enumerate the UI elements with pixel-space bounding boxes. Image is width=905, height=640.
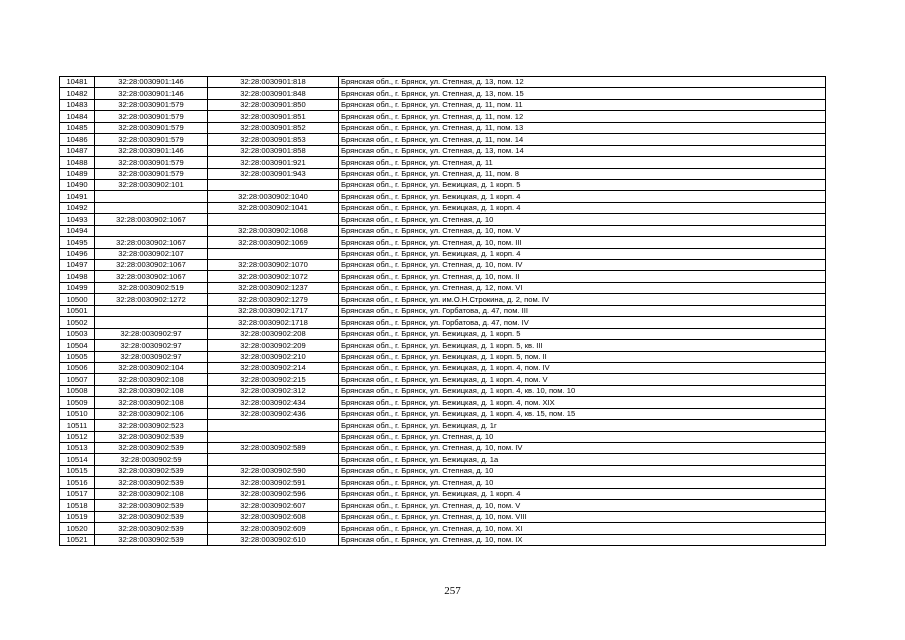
cadastral-number-cell xyxy=(208,420,339,431)
table-row xyxy=(60,168,826,179)
cadastral-parent-cell: 32:28:0030902:107 xyxy=(95,248,208,259)
table-row xyxy=(60,294,826,305)
cadastral-number-cell: 32:28:0030902:607 xyxy=(208,500,339,511)
table-row xyxy=(60,157,826,168)
address-cell: Брянская обл., г. Брянск, ул. Степная, д. 13, пом. 12 xyxy=(339,77,826,88)
cadastral-parent-cell: 32:28:0030902:97 xyxy=(95,351,208,362)
cadastral-parent-cell: 32:28:0030902:101 xyxy=(95,179,208,190)
cadastral-parent-cell: 32:28:0030902:108 xyxy=(95,397,208,408)
row-number-cell: 10483 xyxy=(60,99,95,110)
cadastral-parent-cell: 32:28:0030901:579 xyxy=(95,134,208,145)
cadastral-parent-cell xyxy=(95,317,208,328)
table-row xyxy=(60,248,826,259)
row-number-cell: 10510 xyxy=(60,408,95,419)
cadastral-parent-cell xyxy=(95,305,208,316)
row-number-cell: 10512 xyxy=(60,431,95,442)
row-number-cell: 10488 xyxy=(60,157,95,168)
address-cell: Брянская обл., г. Брянск, ул. Бежицкая, д. 1 корп. 5 xyxy=(339,179,826,190)
cadastral-parent-cell: 32:28:0030902:539 xyxy=(95,443,208,454)
row-number-cell: 10490 xyxy=(60,179,95,190)
row-number-cell: 10516 xyxy=(60,477,95,488)
row-number-cell: 10495 xyxy=(60,237,95,248)
address-cell: Брянская обл., г. Брянск, ул. Степная, д. 10 xyxy=(339,477,826,488)
row-number-cell: 10485 xyxy=(60,122,95,133)
table-row xyxy=(60,340,826,351)
cadastral-number-cell: 32:28:0030902:434 xyxy=(208,397,339,408)
address-cell: Брянская обл., г. Брянск, ул. Степная, д. 10, пом. IV xyxy=(339,260,826,271)
table-row xyxy=(60,351,826,362)
table-row xyxy=(60,465,826,476)
row-number-cell: 10521 xyxy=(60,534,95,545)
row-number-cell: 10481 xyxy=(60,77,95,88)
cadastral-parent-cell: 32:28:0030901:579 xyxy=(95,99,208,110)
cadastral-parent-cell: 32:28:0030902:539 xyxy=(95,477,208,488)
cadastral-parent-cell: 32:28:0030902:108 xyxy=(95,385,208,396)
cadastral-parent-cell: 32:28:0030902:108 xyxy=(95,374,208,385)
address-cell: Брянская обл., г. Брянск, ул. Бежицкая, д. 1 корп. 4, кв. 10, пом. 10 xyxy=(339,385,826,396)
address-cell: Брянская обл., г. Брянск, ул. Степная, д. 10, пом. XI xyxy=(339,523,826,534)
table-row xyxy=(60,500,826,511)
address-cell: Брянская обл., г. Брянск, ул. Степная, д. 10 xyxy=(339,214,826,225)
address-cell: Брянская обл., г. Брянск, ул. Бежицкая, д. 1 корп. 4 xyxy=(339,488,826,499)
row-number-cell: 10517 xyxy=(60,488,95,499)
address-cell: Брянская обл., г. Брянск, ул. Бежицкая, д. 1 корп. 4, пом. XIX xyxy=(339,397,826,408)
address-cell: Брянская обл., г. Брянск, ул. Бежицкая, д. 1г xyxy=(339,420,826,431)
cadastral-parent-cell: 32:28:0030901:146 xyxy=(95,88,208,99)
cadastral-number-cell xyxy=(208,179,339,190)
cadastral-number-cell: 32:28:0030901:850 xyxy=(208,99,339,110)
row-number-cell: 10503 xyxy=(60,328,95,339)
cadastral-number-cell: 32:28:0030902:1279 xyxy=(208,294,339,305)
cadastral-parent-cell: 32:28:0030902:539 xyxy=(95,465,208,476)
table-row xyxy=(60,225,826,236)
cadastral-number-cell: 32:28:0030902:208 xyxy=(208,328,339,339)
table-row xyxy=(60,362,826,373)
row-number-cell: 10489 xyxy=(60,168,95,179)
row-number-cell: 10502 xyxy=(60,317,95,328)
cadastral-parent-cell xyxy=(95,191,208,202)
address-cell: Брянская обл., г. Брянск, ул. Бежицкая, д. 1 корп. 5 xyxy=(339,328,826,339)
row-number-cell: 10511 xyxy=(60,420,95,431)
address-cell: Брянская обл., г. Брянск, ул. Горбатова, д. 47, пом. III xyxy=(339,305,826,316)
row-number-cell: 10518 xyxy=(60,500,95,511)
cadastral-parent-cell: 32:28:0030902:539 xyxy=(95,500,208,511)
cadastral-parent-cell: 32:28:0030901:146 xyxy=(95,145,208,156)
cadastral-number-cell xyxy=(208,248,339,259)
page-number: 257 xyxy=(444,585,461,597)
table-row xyxy=(60,145,826,156)
address-cell: Брянская обл., г. Брянск, ул. Бежицкая, д. 1 корп. 5, кв. III xyxy=(339,340,826,351)
table-row xyxy=(60,77,826,88)
cadastral-parent-cell: 32:28:0030902:539 xyxy=(95,431,208,442)
cadastral-parent-cell: 32:28:0030902:1067 xyxy=(95,271,208,282)
address-cell: Брянская обл., г. Брянск, ул. Бежицкая, д. 1 корп. 4 xyxy=(339,202,826,213)
cadastral-parent-cell: 32:28:0030901:146 xyxy=(95,77,208,88)
address-cell: Брянская обл., г. Брянск, ул. Степная, д. 10, пом. IV xyxy=(339,443,826,454)
address-cell: Брянская обл., г. Брянск, ул. Степная, д. 10, пом. V xyxy=(339,225,826,236)
row-number-cell: 10505 xyxy=(60,351,95,362)
row-number-cell: 10487 xyxy=(60,145,95,156)
cadastral-number-cell: 32:28:0030901:858 xyxy=(208,145,339,156)
row-number-cell: 10506 xyxy=(60,362,95,373)
row-number-cell: 10484 xyxy=(60,111,95,122)
row-number-cell: 10519 xyxy=(60,511,95,522)
address-cell: Брянская обл., г. Брянск, ул. Степная, д. 10, пом. VIII xyxy=(339,511,826,522)
address-cell: Брянская обл., г. Брянск, ул. Бежицкая, д. 1 корп. 4, кв. 15, пом. 15 xyxy=(339,408,826,419)
cadastral-parent-cell: 32:28:0030901:579 xyxy=(95,111,208,122)
address-cell: Брянская обл., г. Брянск, ул. Горбатова, д. 47, пом. IV xyxy=(339,317,826,328)
row-number-cell: 10514 xyxy=(60,454,95,465)
address-cell: Брянская обл., г. Брянск, ул. Степная, д. 10 xyxy=(339,431,826,442)
cadastral-number-cell: 32:28:0030902:209 xyxy=(208,340,339,351)
cadastral-parent-cell: 32:28:0030902:1067 xyxy=(95,260,208,271)
address-cell: Брянская обл., г. Брянск, ул. Бежицкая, д. 1 корп. 5, пом. II xyxy=(339,351,826,362)
address-cell: Брянская обл., г. Брянск, ул. Степная, д. 11 xyxy=(339,157,826,168)
row-number-cell: 10513 xyxy=(60,443,95,454)
cadastral-parent-cell: 32:28:0030902:539 xyxy=(95,511,208,522)
cadastral-parent-cell: 32:28:0030902:59 xyxy=(95,454,208,465)
address-cell: Брянская обл., г. Брянск, ул. Степная, д. 13, пом. 15 xyxy=(339,88,826,99)
address-cell: Брянская обл., г. Брянск, ул. Степная, д. 10 xyxy=(339,465,826,476)
row-number-cell: 10507 xyxy=(60,374,95,385)
table-row xyxy=(60,431,826,442)
table-row xyxy=(60,99,826,110)
table-row xyxy=(60,214,826,225)
table-row xyxy=(60,408,826,419)
row-number-cell: 10493 xyxy=(60,214,95,225)
cadastral-parent-cell: 32:28:0030902:539 xyxy=(95,534,208,545)
table-row xyxy=(60,134,826,145)
row-number-cell: 10499 xyxy=(60,282,95,293)
cadastral-number-cell: 32:28:0030902:1718 xyxy=(208,317,339,328)
cadastral-parent-cell: 32:28:0030902:97 xyxy=(95,328,208,339)
cadastral-parent-cell: 32:28:0030901:579 xyxy=(95,122,208,133)
cadastral-parent-cell: 32:28:0030901:579 xyxy=(95,157,208,168)
address-cell: Брянская обл., г. Брянск, ул. Степная, д. 11, пом. 14 xyxy=(339,134,826,145)
table-row xyxy=(60,122,826,133)
cadastral-parent-cell: 32:28:0030902:1272 xyxy=(95,294,208,305)
address-cell: Брянская обл., г. Брянск, ул. Бежицкая, д. 1 корп. 4, пом. IV xyxy=(339,362,826,373)
cadastral-parent-cell: 32:28:0030902:523 xyxy=(95,420,208,431)
address-cell: Брянская обл., г. Брянск, ул. Степная, д. 11, пом. 11 xyxy=(339,99,826,110)
cadastral-number-cell: 32:28:0030902:589 xyxy=(208,443,339,454)
table-row xyxy=(60,420,826,431)
row-number-cell: 10504 xyxy=(60,340,95,351)
address-cell: Брянская обл., г. Брянск, ул. Степная, д. 13, пом. 14 xyxy=(339,145,826,156)
cadastral-number-cell: 32:28:0030901:851 xyxy=(208,111,339,122)
cadastral-number-cell: 32:28:0030902:1072 xyxy=(208,271,339,282)
cadastral-parent-cell: 32:28:0030902:97 xyxy=(95,340,208,351)
row-number-cell: 10491 xyxy=(60,191,95,202)
cadastral-number-cell: 32:28:0030902:312 xyxy=(208,385,339,396)
address-cell: Брянская обл., г. Брянск, ул. Степная, д. 11, пом. 13 xyxy=(339,122,826,133)
cadastral-parent-cell xyxy=(95,225,208,236)
address-cell: Брянская обл., г. Брянск, ул. Бежицкая, д. 1 корп. 4 xyxy=(339,248,826,259)
cadastral-number-cell: 32:28:0030901:921 xyxy=(208,157,339,168)
row-number-cell: 10497 xyxy=(60,260,95,271)
cadastral-parent-cell: 32:28:0030902:106 xyxy=(95,408,208,419)
table-row xyxy=(60,443,826,454)
table-row xyxy=(60,523,826,534)
cadastral-number-cell: 32:28:0030902:210 xyxy=(208,351,339,362)
cadastral-number-cell: 32:28:0030901:848 xyxy=(208,88,339,99)
address-cell: Брянская обл., г. Брянск, ул. Степная, д. 10, пом. II xyxy=(339,271,826,282)
row-number-cell: 10494 xyxy=(60,225,95,236)
table-row xyxy=(60,202,826,213)
cadastral-number-cell: 32:28:0030902:1041 xyxy=(208,202,339,213)
row-number-cell: 10501 xyxy=(60,305,95,316)
cadastral-parent-cell: 32:28:0030902:519 xyxy=(95,282,208,293)
cadastral-number-cell: 32:28:0030902:609 xyxy=(208,523,339,534)
row-number-cell: 10509 xyxy=(60,397,95,408)
cadastral-number-cell: 32:28:0030902:596 xyxy=(208,488,339,499)
table-row xyxy=(60,488,826,499)
cadastral-parent-cell: 32:28:0030902:104 xyxy=(95,362,208,373)
cadastral-parent-cell: 32:28:0030902:1067 xyxy=(95,214,208,225)
table-row xyxy=(60,385,826,396)
cadastral-parent-cell: 32:28:0030902:539 xyxy=(95,523,208,534)
row-number-cell: 10520 xyxy=(60,523,95,534)
cadastral-number-cell: 32:28:0030902:608 xyxy=(208,511,339,522)
table-row xyxy=(60,282,826,293)
table-row xyxy=(60,534,826,545)
table-row xyxy=(60,191,826,202)
cadastral-parent-cell xyxy=(95,202,208,213)
row-number-cell: 10496 xyxy=(60,248,95,259)
cadastral-number-cell xyxy=(208,454,339,465)
cadastral-number-cell: 32:28:0030902:214 xyxy=(208,362,339,373)
cadastral-number-cell: 32:28:0030902:1040 xyxy=(208,191,339,202)
row-number-cell: 10508 xyxy=(60,385,95,396)
cadastral-number-cell xyxy=(208,431,339,442)
row-number-cell: 10482 xyxy=(60,88,95,99)
address-cell: Брянская обл., г. Брянск, ул. Бежицкая, д. 1 корп. 4 xyxy=(339,191,826,202)
table-row xyxy=(60,317,826,328)
table-row xyxy=(60,260,826,271)
row-number-cell: 10500 xyxy=(60,294,95,305)
address-cell: Брянская обл., г. Брянск, ул. им.О.Н.Строкина, д. 2, пом. IV xyxy=(339,294,826,305)
address-cell: Брянская обл., г. Брянск, ул. Бежицкая, д. 1 корп. 4, пом. V xyxy=(339,374,826,385)
cadastral-number-cell: 32:28:0030902:1069 xyxy=(208,237,339,248)
address-cell: Брянская обл., г. Брянск, ул. Бежицкая, д. 1а xyxy=(339,454,826,465)
cadastral-number-cell: 32:28:0030902:1068 xyxy=(208,225,339,236)
cadastral-parent-cell: 32:28:0030902:108 xyxy=(95,488,208,499)
cadastral-number-cell: 32:28:0030902:610 xyxy=(208,534,339,545)
cadastral-number-cell: 32:28:0030902:590 xyxy=(208,465,339,476)
row-number-cell: 10498 xyxy=(60,271,95,282)
table-row xyxy=(60,511,826,522)
row-number-cell: 10515 xyxy=(60,465,95,476)
row-number-cell: 10486 xyxy=(60,134,95,145)
table-row xyxy=(60,179,826,190)
cadastral-number-cell: 32:28:0030902:1070 xyxy=(208,260,339,271)
cadastral-number-cell: 32:28:0030901:853 xyxy=(208,134,339,145)
address-cell: Брянская обл., г. Брянск, ул. Степная, д. 10, пом. III xyxy=(339,237,826,248)
table-row xyxy=(60,477,826,488)
table-row xyxy=(60,397,826,408)
row-number-cell: 10492 xyxy=(60,202,95,213)
cadastral-parent-cell: 32:28:0030902:1067 xyxy=(95,237,208,248)
table-row xyxy=(60,374,826,385)
table-row xyxy=(60,328,826,339)
register-table-body xyxy=(60,77,826,546)
property-register-table xyxy=(59,76,826,546)
cadastral-number-cell: 32:28:0030901:818 xyxy=(208,77,339,88)
table-row xyxy=(60,237,826,248)
address-cell: Брянская обл., г. Брянск, ул. Степная, д. 10, пом. V xyxy=(339,500,826,511)
cadastral-parent-cell: 32:28:0030901:579 xyxy=(95,168,208,179)
cadastral-number-cell: 32:28:0030902:215 xyxy=(208,374,339,385)
address-cell: Брянская обл., г. Брянск, ул. Степная, д. 11, пом. 8 xyxy=(339,168,826,179)
table-row xyxy=(60,271,826,282)
address-cell: Брянская обл., г. Брянск, ул. Степная, д. 12, пом. VI xyxy=(339,282,826,293)
table-row xyxy=(60,454,826,465)
table-row xyxy=(60,111,826,122)
address-cell: Брянская обл., г. Брянск, ул. Степная, д. 10, пом. IX xyxy=(339,534,826,545)
cadastral-number-cell: 32:28:0030902:591 xyxy=(208,477,339,488)
address-cell: Брянская обл., г. Брянск, ул. Степная, д. 11, пом. 12 xyxy=(339,111,826,122)
table-row xyxy=(60,305,826,316)
cadastral-number-cell xyxy=(208,214,339,225)
cadastral-number-cell: 32:28:0030902:1717 xyxy=(208,305,339,316)
cadastral-number-cell: 32:28:0030902:436 xyxy=(208,408,339,419)
cadastral-number-cell: 32:28:0030901:852 xyxy=(208,122,339,133)
table-row xyxy=(60,88,826,99)
cadastral-number-cell: 32:28:0030902:1237 xyxy=(208,282,339,293)
cadastral-number-cell: 32:28:0030901:943 xyxy=(208,168,339,179)
